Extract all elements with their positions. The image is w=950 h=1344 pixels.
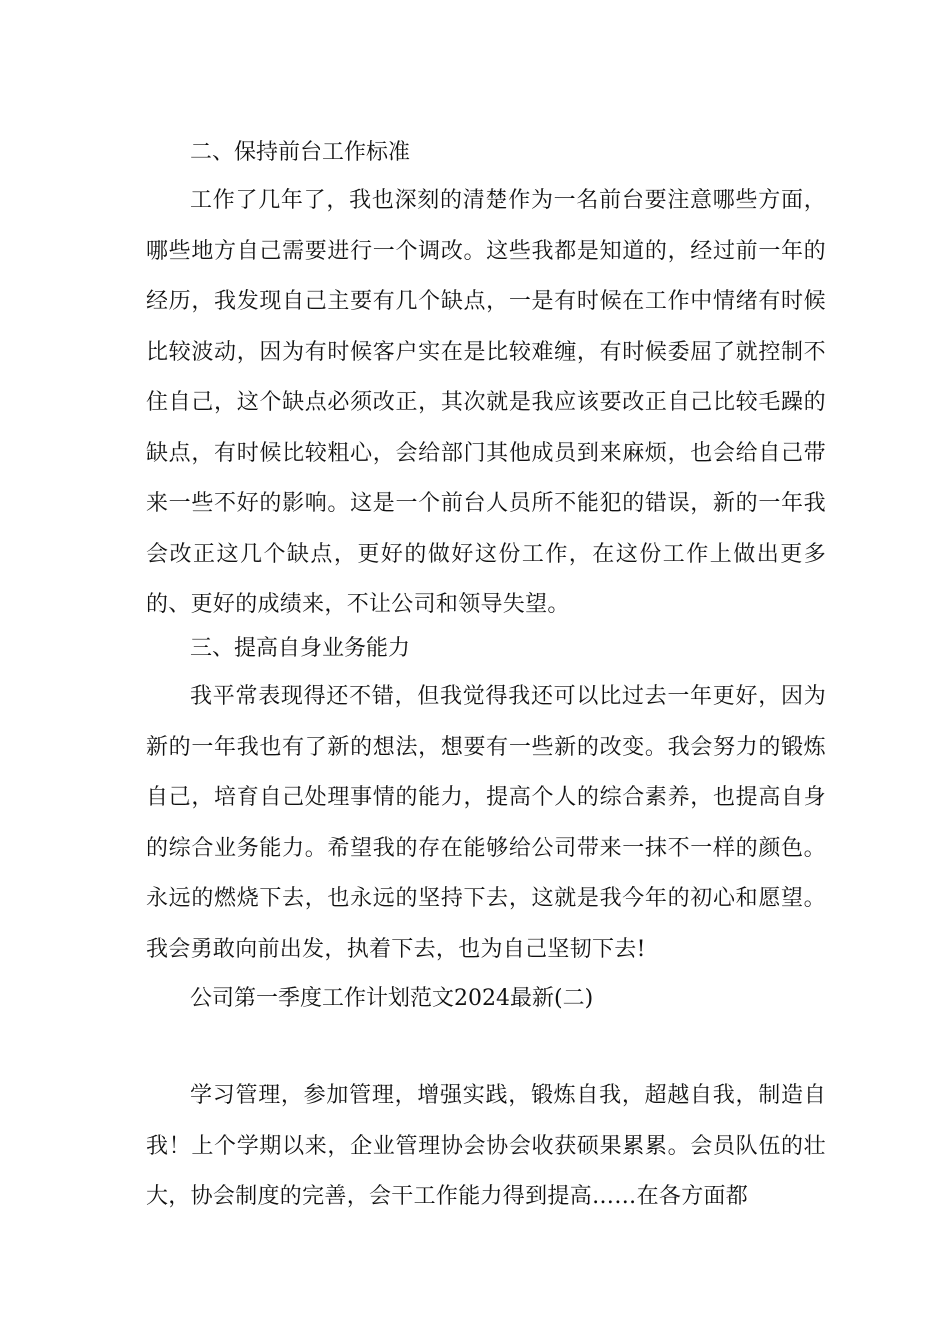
paragraph-association-summary: 学习管理，参加管理，增强实践，锻炼自我，超越自我，制造自我！上个学期以来，企业管理协会协会收获硕果累累。会员队伍的壮大，协会制度的完善，会干工作能力得到提高……在各方面都 xyxy=(146,1083,826,1209)
paragraph-personal-goals: 我平常表现得还不错，但我觉得我还可以比过去一年更好，因为新的一年我也有了新的想法，想要有一些新的改变。我会努力的锻炼自己，培育自己处理事情的能力，提高个人的综合素养，也提高自身的综合业务能力。希望我的存在能够给公司带来一抹不一样的颜色。永远的燃烧下去，也永远的坚持下去，这就是我今年的初心和愿望。我会勇敢向前出发，执着下去，也为自己坚韧下去! xyxy=(146,684,826,962)
section-title: 公司第一季度工作计划范文2024最新(二) xyxy=(190,986,594,1011)
heading-maintain-standards: 二、保持前台工作标准 xyxy=(190,140,411,165)
heading-improve-ability: 三、提高自身业务能力 xyxy=(190,636,411,661)
paragraph-front-desk-shortcomings: 工作了几年了，我也深刻的清楚作为一名前台要注意哪些方面，哪些地方自己需要进行一个调改。这些我都是知道的，经过前一年的经历，我发现自己主要有几个缺点，一是有时候在工作中情绪有时候比较波动，因为有时候客户实在是比较难缠，有时候委屈了就控制不住自己，这个缺点必须改正，其次就是我应该要改正自己比较毛躁的缺点，有时候比较粗心，会给部门其他成员到来麻烦，也会给自己带来一些不好的影响。这是一个前台人员所不能犯的错误，新的一年我会改正这几个缺点，更好的做好这份工作，在这份工作上做出更多的、更好的成绩来，不让公司和领导失望。 xyxy=(146,188,826,617)
